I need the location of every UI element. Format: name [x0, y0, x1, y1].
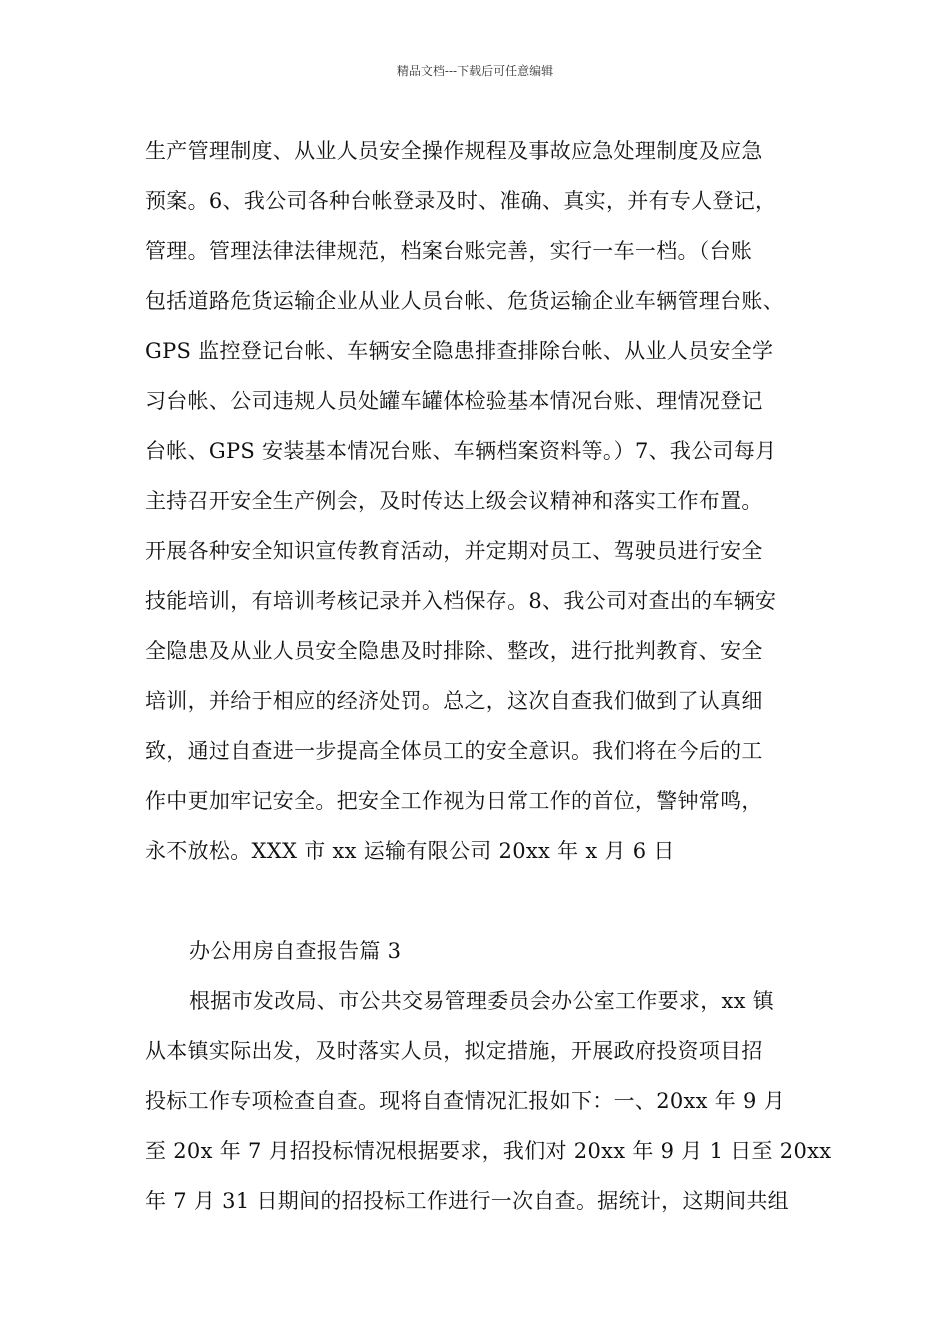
- text-line: 包括道路危货运输企业从业人员台帐、危货运输企业车辆管理台账、: [145, 289, 784, 313]
- text-line: 根据市发改局、市公共交易管理委员会办公室工作要求，xx 镇: [189, 989, 775, 1013]
- text-line: 培训，并给于相应的经济处罚。总之，这次自查我们做到了认真细: [145, 689, 763, 713]
- text-line: 作中更加牢记安全。把安全工作视为日常工作的首位，警钟常鸣，: [145, 789, 763, 813]
- paragraph-gap: [145, 882, 845, 932]
- paragraph-1: [145, 132, 845, 882]
- text-line: 永不放松。XXX 市 xx 运输有限公司 20xx 年 x 月 6 日: [145, 839, 675, 863]
- paragraph-2: [145, 982, 845, 1232]
- text-line: 开展各种安全知识宣传教育活动，并定期对员工、驾驶员进行安全: [145, 539, 763, 563]
- text-line: 从本镇实际出发，及时落实人员，拟定措施，开展政府投资项目招: [145, 1039, 763, 1063]
- text-line: 台帐、GPS 安装基本情况台账、车辆档案资料等。）7、我公司每月: [145, 439, 777, 463]
- text-line: 生产管理制度、从业人员安全操作规程及事故应急处理制度及应急: [145, 139, 763, 163]
- text-line: 投标工作专项检查自查。现将自查情况汇报如下：一、20xx 年 9 月: [145, 1089, 785, 1113]
- text-line: 主持召开安全生产例会，及时传达上级会议精神和落实工作布置。: [145, 489, 763, 513]
- text-line: 预案。6、我公司各种台帐登录及时、准确、真实，并有专人登记，: [145, 189, 777, 213]
- text-line: 习台帐、公司违规人员处罐车罐体检验基本情况台账、理情况登记: [145, 389, 763, 413]
- text-line: 年 7 月 31 日期间的招投标工作进行一次自查。据统计，这期间共组: [145, 1189, 789, 1213]
- text-line: GPS 监控登记台帐、车辆安全隐患排查排除台帐、从业人员安全学: [145, 339, 774, 363]
- document-body: [145, 132, 845, 1232]
- text-line: 技能培训，有培训考核记录并入档保存。8、我公司对查出的车辆安: [145, 589, 777, 613]
- text-line: 至 20x 年 7 月招投标情况根据要求，我们对 20xx 年 9 月 1 日至 20xx: [145, 1139, 832, 1163]
- text-line: 致，通过自查进一步提高全体员工的安全意识。我们将在今后的工: [145, 739, 763, 763]
- section-title: 办公用房自查报告篇 3: [189, 939, 402, 963]
- page-header: 精品文档---下载后可任意编辑: [396, 64, 554, 78]
- text-line: 全隐患及从业人员安全隐患及时排除、整改，进行批判教育、安全: [145, 639, 763, 663]
- text-line: 管理。管理法律法律规范，档案台账完善，实行一车一档。（台账: [145, 239, 753, 263]
